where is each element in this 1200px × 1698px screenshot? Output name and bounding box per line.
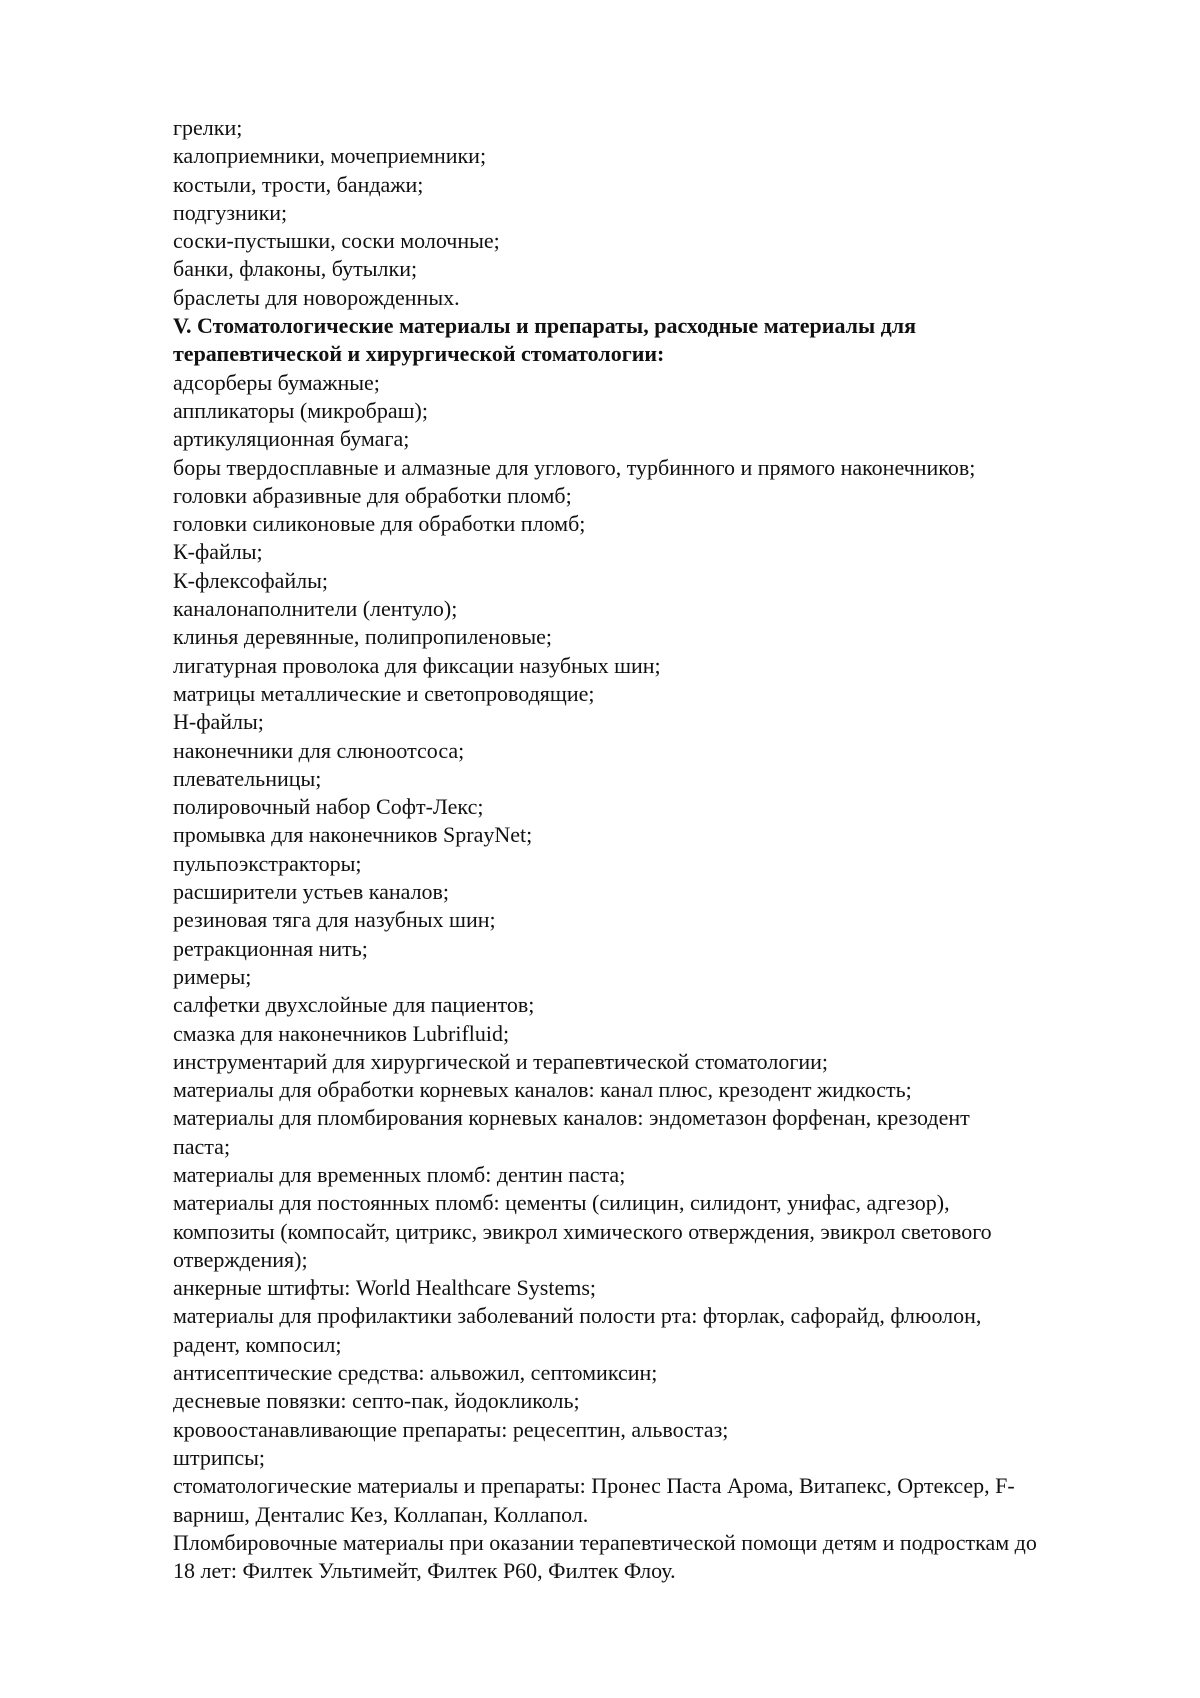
list-item: К-файлы; bbox=[173, 539, 263, 565]
list-item: промывка для наконечников SprayNet; bbox=[173, 822, 533, 848]
list-item: ретракционная нить; bbox=[173, 935, 368, 961]
list-item: паста; bbox=[173, 1133, 231, 1159]
list-item: Пломбировочные материалы при оказании терапевтической помощи детям и подросткам до bbox=[173, 1529, 1037, 1555]
list-item: головки абразивные для обработки пломб; bbox=[173, 482, 572, 508]
list-item: композиты (компосайт, цитрикс, эвикрол химического отверждения, эвикрол светового bbox=[173, 1218, 992, 1244]
list-item: плевательницы; bbox=[173, 765, 322, 791]
list-item: штрипсы; bbox=[173, 1444, 266, 1470]
list-item: наконечники для слюноотсоса; bbox=[173, 737, 465, 763]
list-item: К-флексофайлы; bbox=[173, 567, 329, 593]
list-item: материалы для пломбирования корневых каналов: эндометазон форфенан, крезодент bbox=[173, 1105, 970, 1131]
list-item: пульпоэкстракторы; bbox=[173, 850, 362, 876]
list-item: расширители устьев каналов; bbox=[173, 879, 450, 905]
list-item: клинья деревянные, полипропиленовые; bbox=[173, 624, 553, 650]
list-item: каналонаполнители (лентуло); bbox=[173, 596, 458, 622]
list-item: грелки; bbox=[173, 115, 243, 140]
list-item: стоматологические материалы и препараты: Пронес Паста Арома, Витапекс, Ортексер, F- bbox=[173, 1473, 1015, 1499]
list-item: банки, флаконы, бутылки; bbox=[173, 256, 418, 282]
list-item: радент, компосил; bbox=[173, 1331, 342, 1357]
list-item: римеры; bbox=[173, 963, 252, 989]
list-item: боры твердосплавные и алмазные для углового, турбинного и прямого наконечников; bbox=[173, 454, 976, 480]
list-item: десневые повязки: септо-пак, йодокликоль; bbox=[173, 1388, 580, 1414]
list-item: антисептические средства: альвожил, септомиксин; bbox=[173, 1360, 658, 1386]
list-item: отверждения); bbox=[173, 1246, 308, 1272]
list-item: лигатурная проволока для фиксации назубных шин; bbox=[173, 652, 661, 678]
list-item: материалы для постоянных пломб: цементы (силицин, силидонт, унифас, адгезор), bbox=[173, 1190, 950, 1216]
list-before-heading bbox=[173, 114, 1133, 312]
list-item: матрицы металлические и светопроводящие; bbox=[173, 680, 595, 706]
document-page bbox=[173, 114, 1133, 1585]
list-item: аппликаторы (микробраш); bbox=[173, 397, 428, 423]
list-item: материалы для профилактики заболеваний полости рта: фторлак, сафорайд, флюолон, bbox=[173, 1303, 982, 1329]
list-item: головки силиконовые для обработки пломб; bbox=[173, 511, 586, 537]
section-heading-line-1: V. Стоматологические материалы и препараты, расходные материалы для bbox=[173, 313, 917, 339]
section-heading bbox=[173, 312, 1133, 369]
section-heading-line-2: терапевтической и хирургической стоматологии: bbox=[173, 341, 665, 367]
list-item: резиновая тяга для назубных шин; bbox=[173, 907, 496, 933]
list-item: кровоостанавливающие препараты: рецесептин, альвостаз; bbox=[173, 1416, 729, 1442]
list-item: соски-пустышки, соски молочные; bbox=[173, 228, 500, 254]
list-item: подгузники; bbox=[173, 199, 288, 225]
list-item: адсорберы бумажные; bbox=[173, 369, 380, 395]
list-item: смазка для наконечников Lubrifluid; bbox=[173, 1020, 510, 1046]
list-item: варниш, Денталис Кез, Коллапан, Коллапол. bbox=[173, 1501, 589, 1527]
list-item: Н-файлы; bbox=[173, 709, 264, 735]
list-item: калоприемники, мочеприемники; bbox=[173, 143, 487, 169]
list-item: полировочный набор Софт-Лекс; bbox=[173, 794, 484, 820]
list-item: анкерные штифты: World Healthcare Systems; bbox=[173, 1275, 597, 1301]
list-item: материалы для временных пломб: дентин паста; bbox=[173, 1161, 626, 1187]
list-item: браслеты для новорожденных. bbox=[173, 284, 460, 310]
list-item: салфетки двухслойные для пациентов; bbox=[173, 992, 535, 1018]
list-item: артикуляционная бумага; bbox=[173, 426, 410, 452]
list-item: 18 лет: Филтек Ультимейт, Филтек Р60, Филтек Флоу. bbox=[173, 1558, 676, 1584]
list-item: инструментарий для хирургической и терапевтической стоматологии; bbox=[173, 1048, 829, 1074]
list-item: костыли, трости, бандажи; bbox=[173, 171, 424, 197]
list-after-heading bbox=[173, 369, 1133, 1586]
list-item: материалы для обработки корневых каналов: канал плюс, крезодент жидкость; bbox=[173, 1077, 912, 1103]
